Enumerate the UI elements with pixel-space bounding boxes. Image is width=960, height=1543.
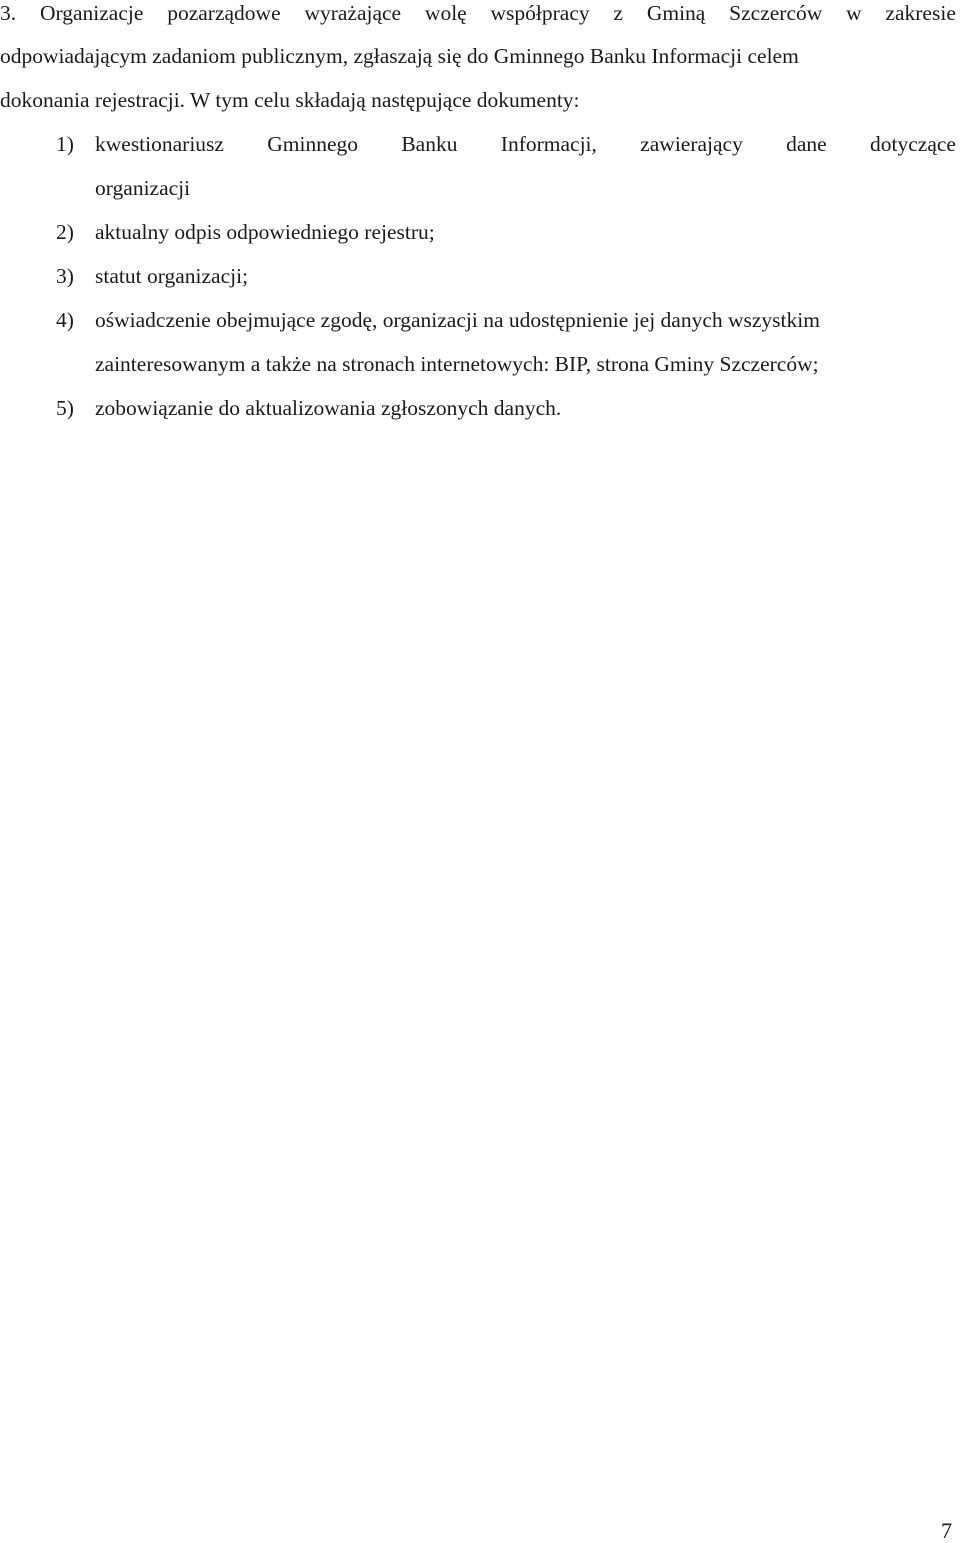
word: zawierający [640, 132, 743, 156]
paragraph-3-line-3: dokonania rejestracji. W tym celu składają następujące dokumenty: [0, 88, 580, 112]
paragraph-3-line-2: odpowiadającym zadaniom publicznym, zgłaszają się do Gminnego Banku Informacji celem [0, 44, 799, 68]
word: dotyczące [870, 132, 956, 156]
list-item-line-1 [95, 134, 956, 156]
word: w [846, 1, 862, 25]
page-number: 7 [941, 1518, 952, 1543]
list-item-text: zobowiązanie do aktualizowania zgłoszonych danych. [95, 396, 562, 420]
word: kwestionariusz [95, 132, 224, 156]
list-marker: 2) [56, 220, 74, 244]
list-marker: 5) [56, 396, 74, 420]
paragraph-3-line-1 [0, 3, 956, 25]
word: Informacji, [500, 132, 597, 156]
word: Banku [401, 132, 458, 156]
word: Gminą [646, 1, 706, 25]
list-item-line-1: oświadczenie obejmujące zgodę, organizacji na udostępnienie jej danych wszystkim [95, 308, 820, 332]
word: Organizacje [39, 1, 144, 25]
list-marker: 3) [56, 264, 74, 288]
word: współpracy [490, 1, 590, 25]
word: Szczerców [729, 1, 823, 25]
word: pozarządowe [167, 1, 281, 25]
word: zakresie [885, 1, 956, 25]
word: wyrażające [304, 1, 402, 25]
list-item-text: statut organizacji; [95, 264, 249, 288]
list-item-text: aktualny odpis odpowiedniego rejestru; [95, 220, 435, 244]
word: Gminnego [267, 132, 359, 156]
list-marker: 1) [56, 132, 74, 156]
list-item-line-2: zainteresowanym a także na stronach internetowych: BIP, strona Gminy Szczerców; [95, 352, 819, 376]
list-item-line-2: organizacji [95, 176, 191, 200]
word: dane [786, 132, 827, 156]
word: wolę [424, 1, 467, 25]
list-marker: 4) [56, 308, 74, 332]
word: z [613, 1, 624, 25]
paragraph-number: 3. [0, 1, 17, 25]
